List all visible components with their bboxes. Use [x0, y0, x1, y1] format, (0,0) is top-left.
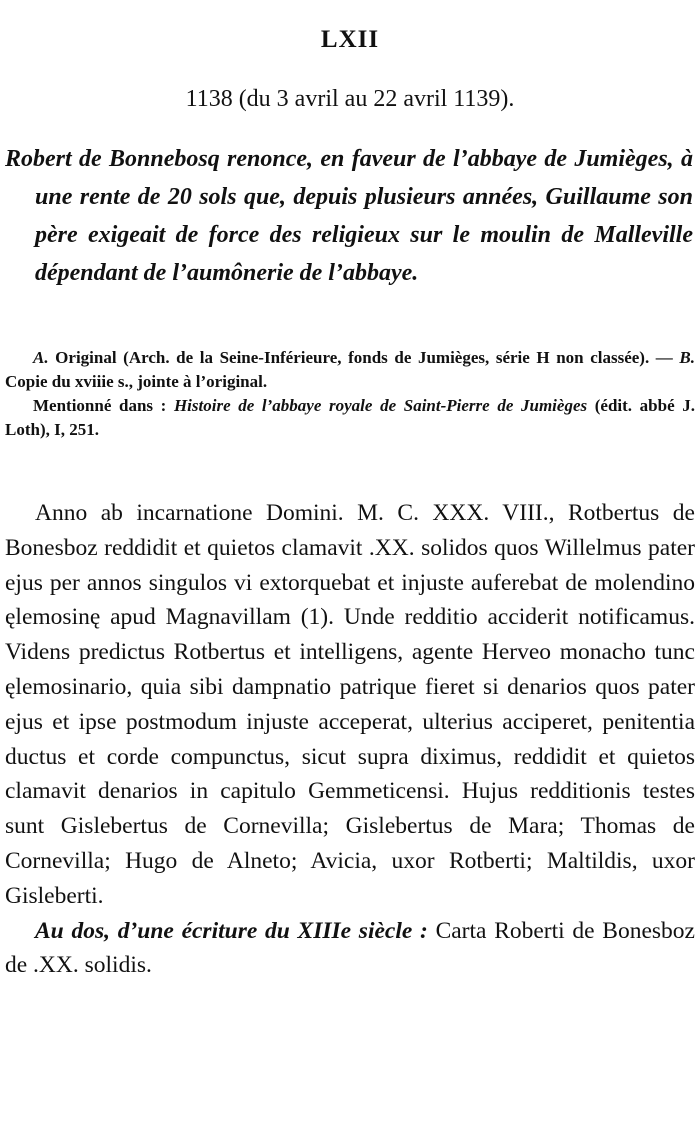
charter-text: Anno ab incarnatione Domini. M. C. XXX. VIII., Rotbertus de Bonesboz reddidit et quietos clamavit .XX. solidos quos Willelmus pater ejus per annos singulos vi extorquebat et injuste auferebat de molendino ęlemosinę apud Magnavillam (1). Unde redditio acciderit notificamus. Videns predictus Rotbertus et intelligens, agente Herveo monacho tunc ęlemosinario, quia sibi dampnatio patrique fieret si denarios quos pater ejus et ipse postmodum injuste acceperat, ulterius acciperet, penitentia ductus et corde compunctus, sicut supra diximus, reddidit et quietos clamavit denarios in capitulo Gemmeticensi. Hujus redditionis testes sunt Gislebertus de Cornevilla; Gislebertus de Mara; Thomas de Cornevilla; Hugo de Alneto; Avicia, uxor Rotberti; Maltildis, uxor Gisleberti. — [5, 500, 695, 909]
copy-description: Copie du xviiie s., jointe à l’original. — [5, 372, 268, 391]
charter-body — [5, 496, 695, 983]
mention-suffix: (édit. abbé J. Loth), I, 251. — [5, 396, 695, 439]
critical-apparatus — [5, 346, 695, 442]
mention-prefix: Mentionné dans : — [33, 396, 174, 415]
source-description — [5, 346, 695, 394]
original-siglum: A. — [33, 348, 49, 367]
charter-number: LXII — [320, 26, 380, 53]
mention-title: Histoire de l’abbaye royale de Saint-Pierre de Jumièges — [173, 396, 588, 415]
copy-siglum: B. — [679, 348, 695, 367]
original-description: Original (Arch. de la Seine-Inférieure, fonds de Jumièges, série H non classée). — — [48, 348, 680, 367]
dorse-note — [5, 914, 695, 984]
dorse-label: Au dos, d’une écriture du XIIIe siècle : — [35, 917, 428, 944]
dorse-text: Carta Roberti de Bonesboz de .XX. solidis. — [5, 917, 695, 979]
charter-summary: Robert de Bonnebosq renonce, en faveur de l’abbaye de Jumièges, à une rente de 20 sols que, depuis plusieurs années, Guillaume son père exigeait de force des religieux sur le moulin de Malleville dépendant de l’aumônerie de l’abbaye. — [5, 146, 693, 286]
edition-reference — [5, 394, 695, 442]
charter-date: 1138 (du 3 avril au 22 avril 1139). — [185, 86, 515, 112]
